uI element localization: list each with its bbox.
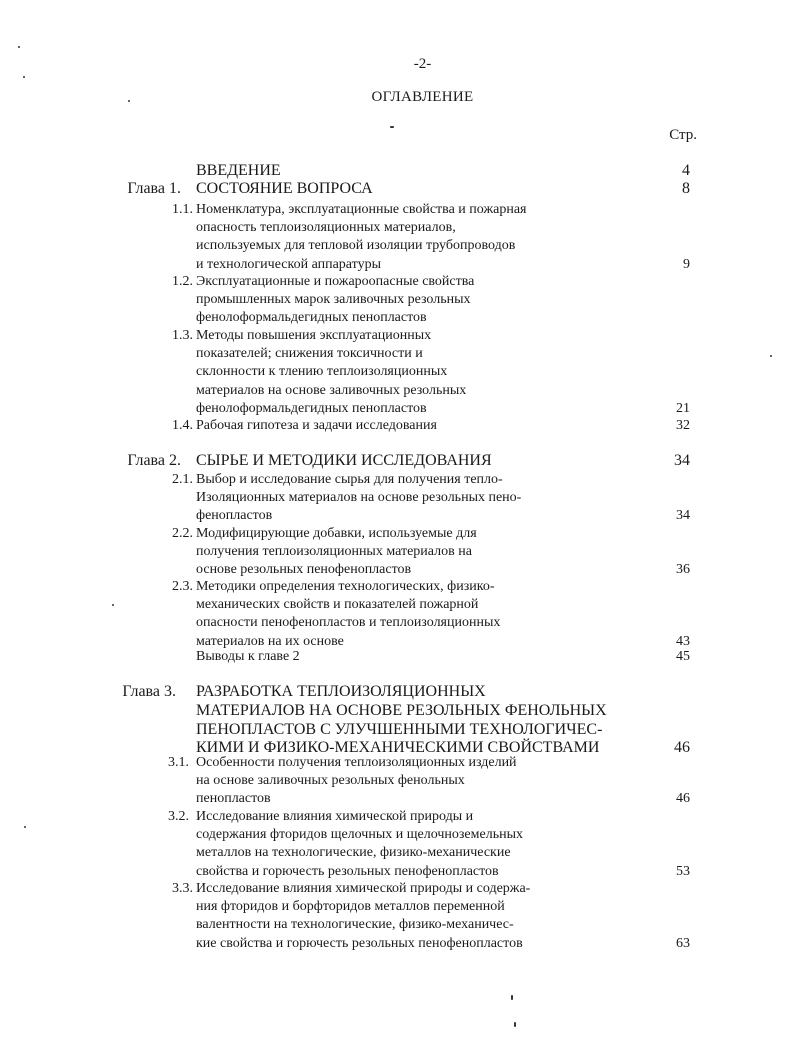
- toc-entry-title-line: Исследование влияния химической природы и содержа-: [196, 881, 531, 896]
- toc-entry-title-line: Особенности получения теплоизоляционных изделий: [196, 755, 517, 770]
- toc-entry-title-line: материалов на их основе: [196, 633, 344, 649]
- toc-entry-title-line: склонности к тлению теплоизоляционных: [196, 364, 448, 380]
- scan-speck: [24, 826, 26, 828]
- toc-page-number: 46: [676, 791, 690, 807]
- toc-entry-number: 3.3.: [172, 881, 193, 896]
- toc-entry-title-line: СЫРЬЕ И МЕТОДИКИ ИССЛЕДОВАНИЯ: [196, 452, 492, 469]
- toc-entry-number: Глава 1.: [127, 180, 181, 197]
- toc-entry-title: [196, 201, 526, 274]
- scan-speck: [128, 100, 130, 102]
- toc-page-number: 53: [676, 863, 690, 879]
- scan-speck: [18, 46, 20, 48]
- toc-page-number: 34: [674, 452, 690, 469]
- toc-entry-title-line: Модифицирующие добавки, используемые для: [196, 526, 477, 541]
- toc-entry-title-line: получения теплоизоляционных материалов на: [196, 544, 472, 560]
- toc-entry-number: 2.3.: [172, 579, 193, 594]
- toc-entry-number: Глава 2.: [127, 452, 181, 469]
- toc-page-number: 32: [676, 418, 690, 433]
- toc-entry-title-line: ПЕНОПЛАСТОВ С УЛУЧШЕННЫМИ ТЕХНОЛОГИЧЕС-: [196, 720, 603, 738]
- toc-page-number: 4: [682, 162, 690, 179]
- toc-entry-title: [196, 808, 523, 881]
- toc-page-number: 43: [676, 633, 690, 649]
- toc-entry-title: [196, 880, 530, 953]
- toc-entry-title-line: ВВЕДЕНИЕ: [196, 162, 281, 179]
- toc-entry-title-line: СОСТОЯНИЕ ВОПРОСА: [196, 180, 373, 197]
- page-number: -2-: [413, 56, 432, 72]
- toc-entry-title-line: КИМИ И ФИЗИКО-МЕХАНИЧЕСКИМИ СВОЙСТВАМИ: [196, 739, 600, 757]
- toc-entry-title-line: и технологической аппаратуры: [196, 256, 381, 272]
- scan-speck: [511, 995, 513, 1000]
- toc-page-number: 9: [683, 256, 690, 272]
- toc-entry-title: [196, 578, 500, 651]
- toc-entry-title-line: МАТЕРИАЛОВ НА ОСНОВЕ РЕЗОЛЬНЫХ ФЕНОЛЬНЫХ: [196, 701, 607, 719]
- toc-page-number: 46: [674, 739, 690, 757]
- toc-entry-number: 2.1.: [172, 472, 193, 487]
- toc-entry-title-line: Методики определения технологических, физико-: [196, 579, 495, 594]
- toc-entry-title-line: пенопластов: [196, 791, 271, 807]
- toc-entry-title-line: Номенклатура, эксплуатационные свойства и пожарная: [196, 202, 527, 217]
- toc-entry-title: [196, 162, 281, 181]
- toc-entry-title-line: Выбор и исследование сырья для получения тепло-: [196, 472, 503, 487]
- toc-entry-title-line: валентности на технологические, физико-механичес-: [196, 917, 514, 933]
- scan-speck: [770, 355, 772, 357]
- toc-entry-title-line: Эксплуатационные и пожароопасные свойства: [196, 274, 475, 289]
- toc-entry-number: 1.1.: [172, 202, 193, 217]
- toc-entry-number: 1.4.: [172, 418, 193, 433]
- toc-entry-title-line: механических свойств и показателей пожарной: [196, 597, 479, 613]
- toc-entry-title-line: основе резольных пенофенопластов: [196, 562, 412, 578]
- toc-entry-number: 3.1.: [168, 755, 189, 770]
- toc-page-number: 36: [676, 562, 690, 578]
- toc-page-number: 8: [682, 180, 690, 197]
- toc-entry-title-line: фенопластов: [196, 508, 273, 524]
- toc-entry-title-line: опасности пенофенопластов и теплоизоляционных: [196, 615, 501, 631]
- toc-entry-title-line: металлов на технологические, физико-механические: [196, 845, 511, 861]
- toc-entry-number: 1.2.: [172, 274, 193, 289]
- toc-entry-title-line: промышленных марок заливочных резольных: [196, 292, 471, 308]
- toc-entry-title-line: Изоляционных материалов на основе резольных пено-: [196, 490, 522, 506]
- toc-entry-title-line: материалов на основе заливочных резольных: [196, 382, 467, 398]
- toc-entry-title: [196, 648, 300, 666]
- scan-speck: [390, 126, 394, 128]
- toc-entry-title-line: на основе заливочных резольных фенольных: [196, 773, 465, 789]
- toc-entry-title-line: кие свойства и горючесть резольных пенофенопластов: [196, 935, 523, 951]
- toc-entry-title-line: Исследование влияния химической природы и: [196, 809, 474, 824]
- toc-entry-title-line: Методы повышения эксплуатационных: [196, 328, 432, 343]
- toc-entry-title-line: ния фторидов и борфторидов металлов переменной: [196, 899, 505, 915]
- toc-entry-number: 1.3.: [172, 328, 193, 343]
- toc-entry-title-line: фенолоформальдегидных пенопластов: [196, 310, 427, 326]
- toc-entry-title: [196, 452, 492, 471]
- toc-entry-title-line: фенолоформальдегидных пенопластов: [196, 400, 427, 416]
- toc-page-number: 45: [676, 649, 690, 664]
- toc-entry-title: [196, 525, 477, 580]
- toc-entry-title: [196, 683, 607, 758]
- toc-entry-title: [196, 273, 474, 328]
- toc-entry-title-line: РАЗРАБОТКА ТЕПЛОИЗОЛЯЦИОННЫХ: [196, 683, 486, 700]
- toc-entry-title-line: свойства и горючесть резольных пенофенопластов: [196, 863, 499, 879]
- pages-column-header: Стр.: [669, 127, 697, 143]
- toc-entry-title: [196, 417, 437, 435]
- toc-entry-number: 3.2.: [168, 809, 189, 824]
- toc-entry-title-line: Выводы к главе 2: [196, 649, 300, 664]
- toc-page-number: 34: [676, 508, 690, 524]
- toc-entry-number: 2.2.: [172, 526, 193, 541]
- toc-entry-title-line: используемых для тепловой изоляции трубопроводов: [196, 238, 516, 254]
- toc-entry-number: Глава 3.: [122, 683, 176, 700]
- scan-speck: [112, 604, 114, 606]
- toc-entry-title-line: содержания фторидов щелочных и щелочноземельных: [196, 827, 523, 843]
- toc-entry-title-line: Рабочая гипотеза и задачи исследования: [196, 418, 437, 433]
- toc-page-number: 21: [676, 400, 690, 416]
- toc-entry-title: [196, 754, 517, 809]
- toc-entry-title-line: показателей; снижения токсичности и: [196, 346, 423, 362]
- toc-entry-title: [196, 180, 373, 199]
- toc-page-number: 63: [676, 935, 690, 951]
- scan-speck: [514, 1022, 516, 1027]
- toc-entry-title-line: опасность теплоизоляционных материалов,: [196, 220, 456, 236]
- toc-entry-title: [196, 327, 466, 418]
- scan-speck: [23, 76, 25, 78]
- toc-title: ОГЛАВЛЕНИЕ: [371, 89, 474, 105]
- toc-entry-title: [196, 471, 521, 526]
